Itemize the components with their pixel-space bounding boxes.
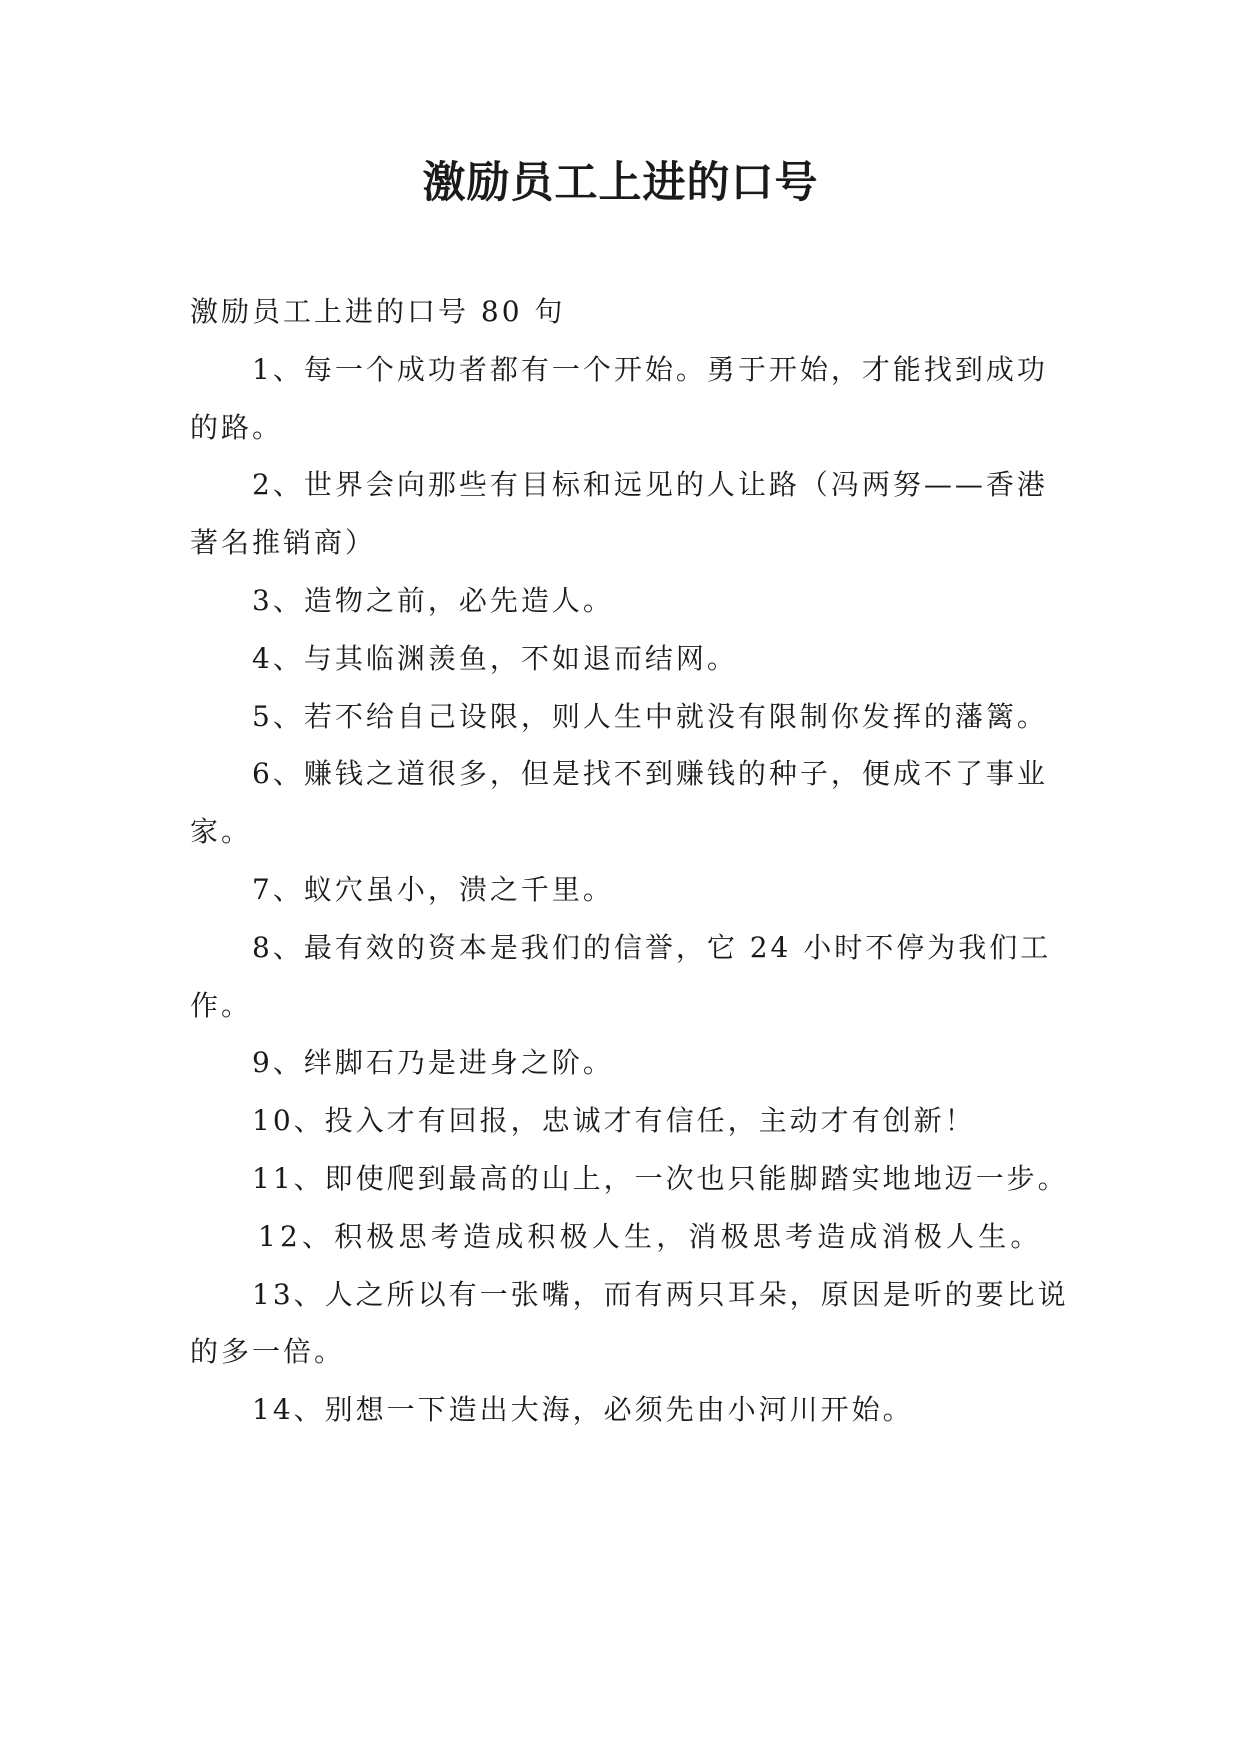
document-body (190, 283, 1070, 1439)
list-item: 2、世界会向那些有目标和远见的人让路（冯两努——香港著名推销商） (190, 468, 1048, 560)
list-item: 14、别想一下造出大海，必须先由小河川开始。 (252, 1393, 914, 1427)
slogan-list (190, 341, 1070, 1439)
list-item: 6、赚钱之道很多，但是找不到赚钱的种子，便成不了事业家。 (190, 757, 1048, 849)
list-item: 9、绊脚石乃是进身之阶。 (252, 1046, 614, 1080)
list-item: 13、人之所以有一张嘴，而有两只耳朵，原因是听的要比说的多一倍。 (190, 1277, 1069, 1369)
list-item: 1、每一个成功者都有一个开始。勇于开始，才能找到成功的路。 (190, 352, 1048, 444)
list-item: 10、投入才有回报，忠诚才有信任，主动才有创新！ (252, 1104, 976, 1138)
page-title: 激励员工上进的口号 (422, 158, 819, 208)
list-item: 11、即使爬到最高的山上，一次也只能脚踏实地地迈一步。 (252, 1161, 1069, 1195)
list-item: 4、与其临渊羡鱼，不如退而结网。 (252, 641, 738, 675)
list-item: 7、蚁穴虽小，溃之千里。 (252, 872, 614, 906)
document-subtitle: 激励员工上进的口号 80 句 (190, 295, 566, 328)
list-item: 12、积极思考造成积极人生，消极思考造成消极人生。 (258, 1219, 1043, 1253)
list-item: 8、最有效的资本是我们的信誉，它 24 小时不停为我们工作。 (190, 930, 1052, 1022)
list-item: 5、若不给自己设限，则人生中就没有限制你发挥的藩篱。 (252, 699, 1048, 733)
list-item: 3、造物之前，必先造人。 (252, 583, 614, 617)
